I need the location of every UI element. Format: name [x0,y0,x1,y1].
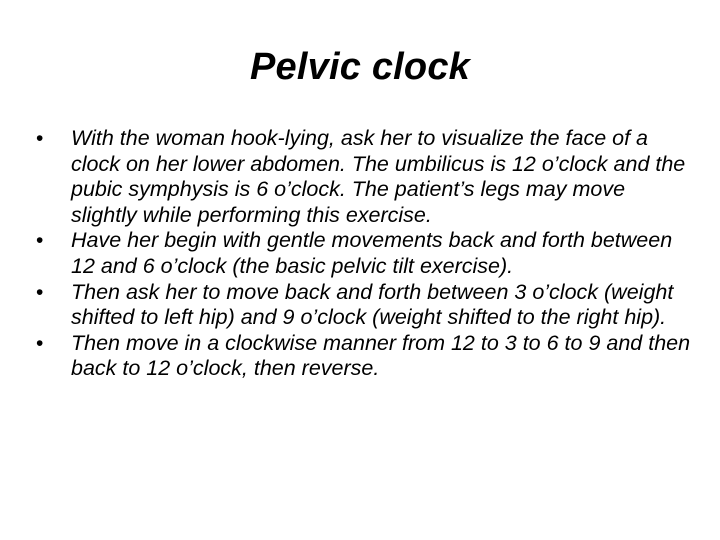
bullet-icon: • [36,229,44,253]
bullet-text: Then ask her to move back and forth between 3 o’clock (weight shifted to left hip) and 9 o’clock (weight shifted to the right hip). [71,279,674,330]
bullet-item [36,228,696,279]
bullet-icon: • [36,127,44,150]
bullet-item [36,331,696,382]
bullet-item [36,280,696,331]
bullet-text: Then move in a clockwise manner from 12 to 3 to 6 to 9 and then back to 12 o’clock, then reverse. [71,330,691,381]
bullet-icon: • [36,331,44,355]
bullet-item [36,126,696,228]
bullet-text: With the woman hook-lying, ask her to visualize the face of a clock on her lower abdomen. The umbilicus is 12 o’clock and the pubic symphysis is 6 o’clock. The patient’s legs may move slightly while performing this exercise. [71,126,686,227]
bullet-icon: • [36,280,44,304]
bullet-list [36,126,696,382]
slide-title: Pelvic clock [250,46,470,88]
bullet-text: Have her begin with gentle movements back and forth between 12 and 6 o’clock (the basic pelvic tilt exercise). [71,228,673,278]
